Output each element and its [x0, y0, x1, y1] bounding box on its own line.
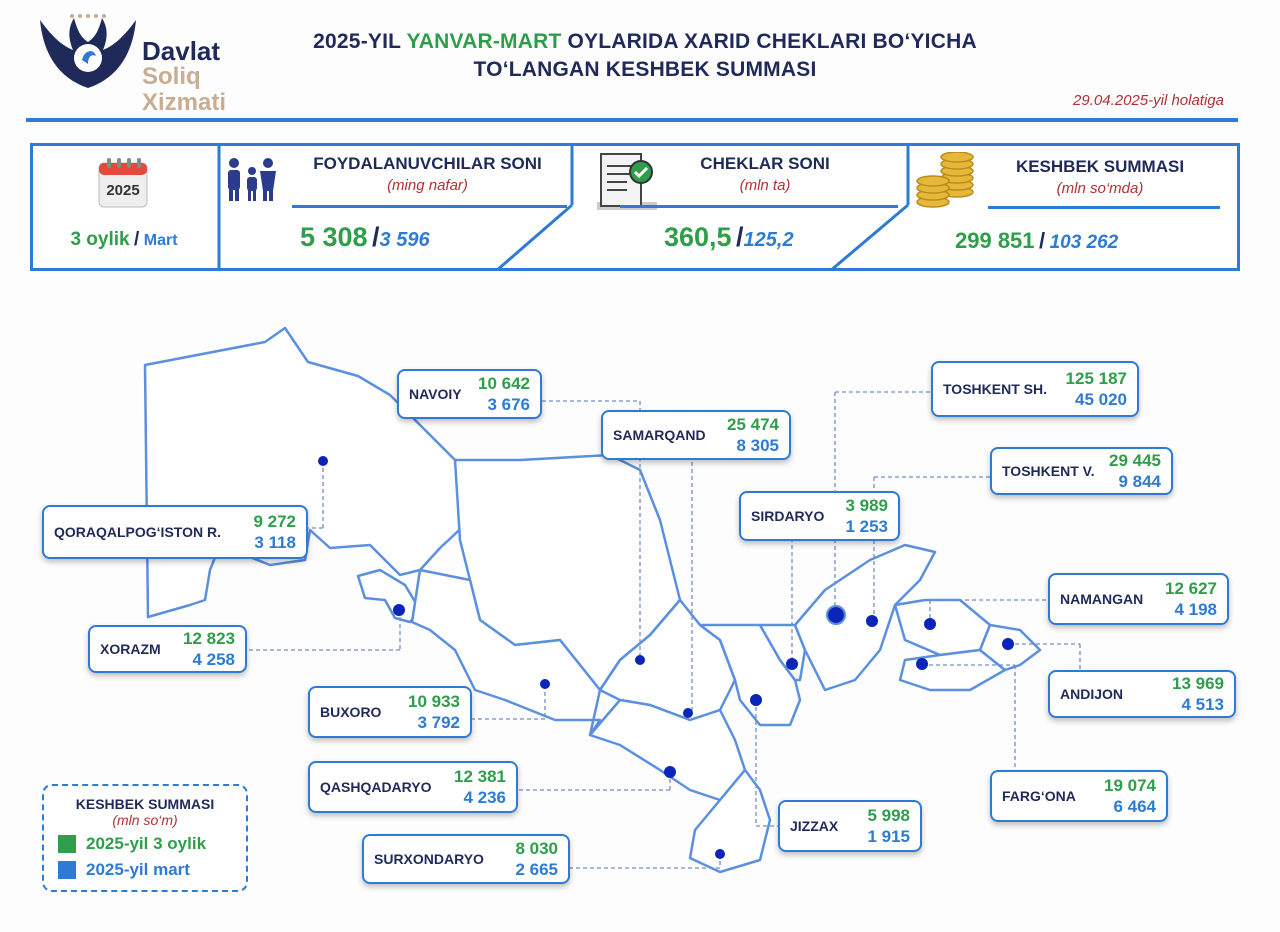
region-name: FARG‘ONA: [1002, 788, 1076, 804]
marker-xorazm: [393, 604, 405, 616]
region-values: [1109, 450, 1161, 492]
region-value-march: 6 464: [1113, 797, 1156, 816]
marker-fargona: [916, 658, 928, 670]
stat-cashback-slash: /: [1038, 228, 1046, 253]
logo-line1: Davlat: [142, 36, 221, 66]
region-name: TOSHKENT SH.: [943, 381, 1047, 397]
region-namangan: [895, 600, 990, 655]
period-3-months: 3 oylik: [70, 229, 130, 250]
region-value-march: 4 198: [1174, 600, 1217, 619]
marker-andijon: [1002, 638, 1014, 650]
stat-cashback-march: 103 262: [1049, 232, 1119, 253]
legend-label-3m: 2025-yil 3 oylik: [86, 834, 207, 853]
stat-users-unit: (ming nafar): [387, 177, 468, 194]
region-values: [1172, 673, 1224, 715]
region-value-3m: 12 823: [183, 629, 235, 648]
marker-qashqadaryo: [664, 766, 676, 778]
region-box-namangan: [1048, 573, 1229, 625]
region-box-toshkent-v: [990, 447, 1173, 495]
marker-sirdaryo: [786, 658, 798, 670]
region-values: [1165, 578, 1217, 620]
region-values: [253, 511, 296, 553]
legend-swatch-blue: [58, 861, 76, 879]
stat-users-3m: 5 308: [300, 222, 368, 252]
region-values: [1104, 775, 1156, 817]
marker-jizzax: [750, 694, 762, 706]
region-box-jizzax: [778, 800, 922, 852]
region-box-farg-ona: [990, 770, 1168, 822]
marker-qoraqalpogiston: [318, 456, 328, 466]
title-line2: TO‘LANGAN KESHBEK SUMMASI: [473, 58, 817, 81]
region-values: [727, 414, 779, 456]
logo-line3: Xizmati: [142, 89, 227, 116]
region-value-march: 3 792: [417, 713, 460, 732]
marker-toshkent-v: [866, 615, 878, 627]
stat-users-title: FOYDALANUVCHILAR SONI: [313, 154, 542, 173]
period-slash: /: [134, 229, 140, 250]
region-qashqadaryo: [590, 700, 745, 800]
title-highlight: YANVAR-MART: [406, 30, 562, 53]
region-box-qoraqalpog-iston-r: [42, 505, 308, 559]
region-value-march: 3 118: [254, 533, 296, 552]
region-value-3m: 25 474: [727, 415, 779, 434]
region-value-march: 9 844: [1118, 472, 1161, 491]
region-name: ANDIJON: [1060, 686, 1124, 702]
region-values: [1066, 368, 1127, 410]
region-box-andijon: [1048, 670, 1236, 718]
region-name: TOSHKENT V.: [1002, 463, 1095, 479]
stat-checks-slash: /: [736, 222, 744, 252]
marker-namangan: [924, 618, 936, 630]
region-values: [515, 838, 558, 880]
marker-navoiy: [635, 655, 645, 665]
region-box-xorazm: [88, 625, 247, 673]
region-box-toshkent-sh: [931, 361, 1139, 417]
stat-users-march: 3 596: [379, 229, 430, 251]
region-value-march: 45 020: [1075, 390, 1127, 409]
marker-toshkent-sh: [828, 607, 844, 623]
region-values: [183, 628, 235, 670]
region-value-3m: 19 074: [1104, 776, 1156, 795]
legend-item-3m: [58, 834, 246, 854]
region-name: NAMANGAN: [1060, 591, 1144, 607]
region-values: [478, 373, 530, 415]
date-label: 29.04.2025-yil holatiga: [1073, 92, 1224, 109]
legend-unit: (mln so‘m): [112, 812, 178, 828]
region-value-3m: 29 445: [1109, 451, 1161, 470]
region-value-3m: 12 627: [1165, 579, 1217, 598]
region-value-3m: 12 381: [454, 767, 506, 786]
region-name: JIZZAX: [790, 818, 839, 834]
marker-samarqand: [683, 708, 693, 718]
region-name: QORAQALPOG‘ISTON R.: [54, 524, 221, 540]
region-value-3m: 8 030: [515, 839, 558, 858]
region-value-march: 4 258: [192, 650, 235, 669]
calendar-year: 2025: [106, 182, 140, 199]
region-values: [845, 495, 888, 537]
region-value-march: 4 513: [1181, 695, 1224, 714]
region-value-march: 4 236: [463, 788, 506, 807]
marker-surxondaryo: [715, 849, 725, 859]
region-value-3m: 125 187: [1065, 369, 1127, 388]
legend-item-march: [58, 860, 246, 880]
region-value-3m: 3 989: [845, 496, 888, 515]
period-march: Mart: [143, 232, 178, 249]
region-value-march: 2 665: [515, 860, 558, 879]
region-xorazm: [358, 570, 420, 622]
stat-checks-title: CHEKLAR SONI: [700, 154, 830, 173]
region-box-navoiy: [397, 369, 542, 419]
region-name: SURXONDARYO: [374, 851, 484, 867]
region-box-samarqand: [601, 410, 791, 460]
region-box-buxoro: [308, 686, 472, 738]
stat-cashback-unit: (mln so‘mda): [1056, 180, 1144, 197]
legend: [42, 784, 248, 892]
legend-label-march: 2025-yil mart: [86, 860, 190, 879]
title-part1: 2025-YIL: [313, 30, 407, 53]
title-part2: OYLARIDA XARID CHEKLARI BO‘YICHA: [561, 30, 977, 53]
legend-swatch-green: [58, 835, 76, 853]
logo-line2: Soliq: [142, 63, 201, 90]
stat-users-slash: /: [372, 222, 380, 252]
region-box-sirdaryo: [739, 491, 900, 541]
region-value-3m: 5 998: [867, 806, 910, 825]
stat-checks-unit: (mln ta): [739, 177, 791, 194]
stat-checks-march: 125,2: [743, 229, 794, 251]
region-values: [408, 691, 460, 733]
stat-cashback-title: KESHBEK SUMMASI: [1015, 157, 1185, 176]
region-box-surxondaryo: [362, 834, 570, 884]
region-values: [454, 766, 506, 808]
region-value-march: 8 305: [736, 436, 779, 455]
region-value-march: 1 915: [867, 827, 910, 846]
region-value-march: 1 253: [845, 517, 888, 536]
region-value-3m: 13 969: [1172, 674, 1224, 693]
region-name: SAMARQAND: [613, 427, 706, 443]
region-name: XORAZM: [100, 641, 161, 657]
region-name: SIRDARYO: [751, 508, 825, 524]
region-name: QASHQADARYO: [320, 779, 432, 795]
region-name: NAVOIY: [409, 386, 462, 402]
stat-checks-3m: 360,5: [664, 222, 732, 252]
region-values: [867, 805, 910, 847]
marker-buxoro: [540, 679, 550, 689]
region-value-3m: 9 272: [253, 512, 296, 531]
region-value-3m: 10 642: [478, 374, 530, 393]
region-value-3m: 10 933: [408, 692, 460, 711]
legend-title: KESHBEK SUMMASI: [75, 796, 215, 812]
region-name: BUXORO: [320, 704, 382, 720]
region-value-march: 3 676: [487, 395, 530, 414]
stat-cashback-3m: 299 851: [955, 228, 1035, 253]
region-box-qashqadaryo: [308, 761, 518, 813]
